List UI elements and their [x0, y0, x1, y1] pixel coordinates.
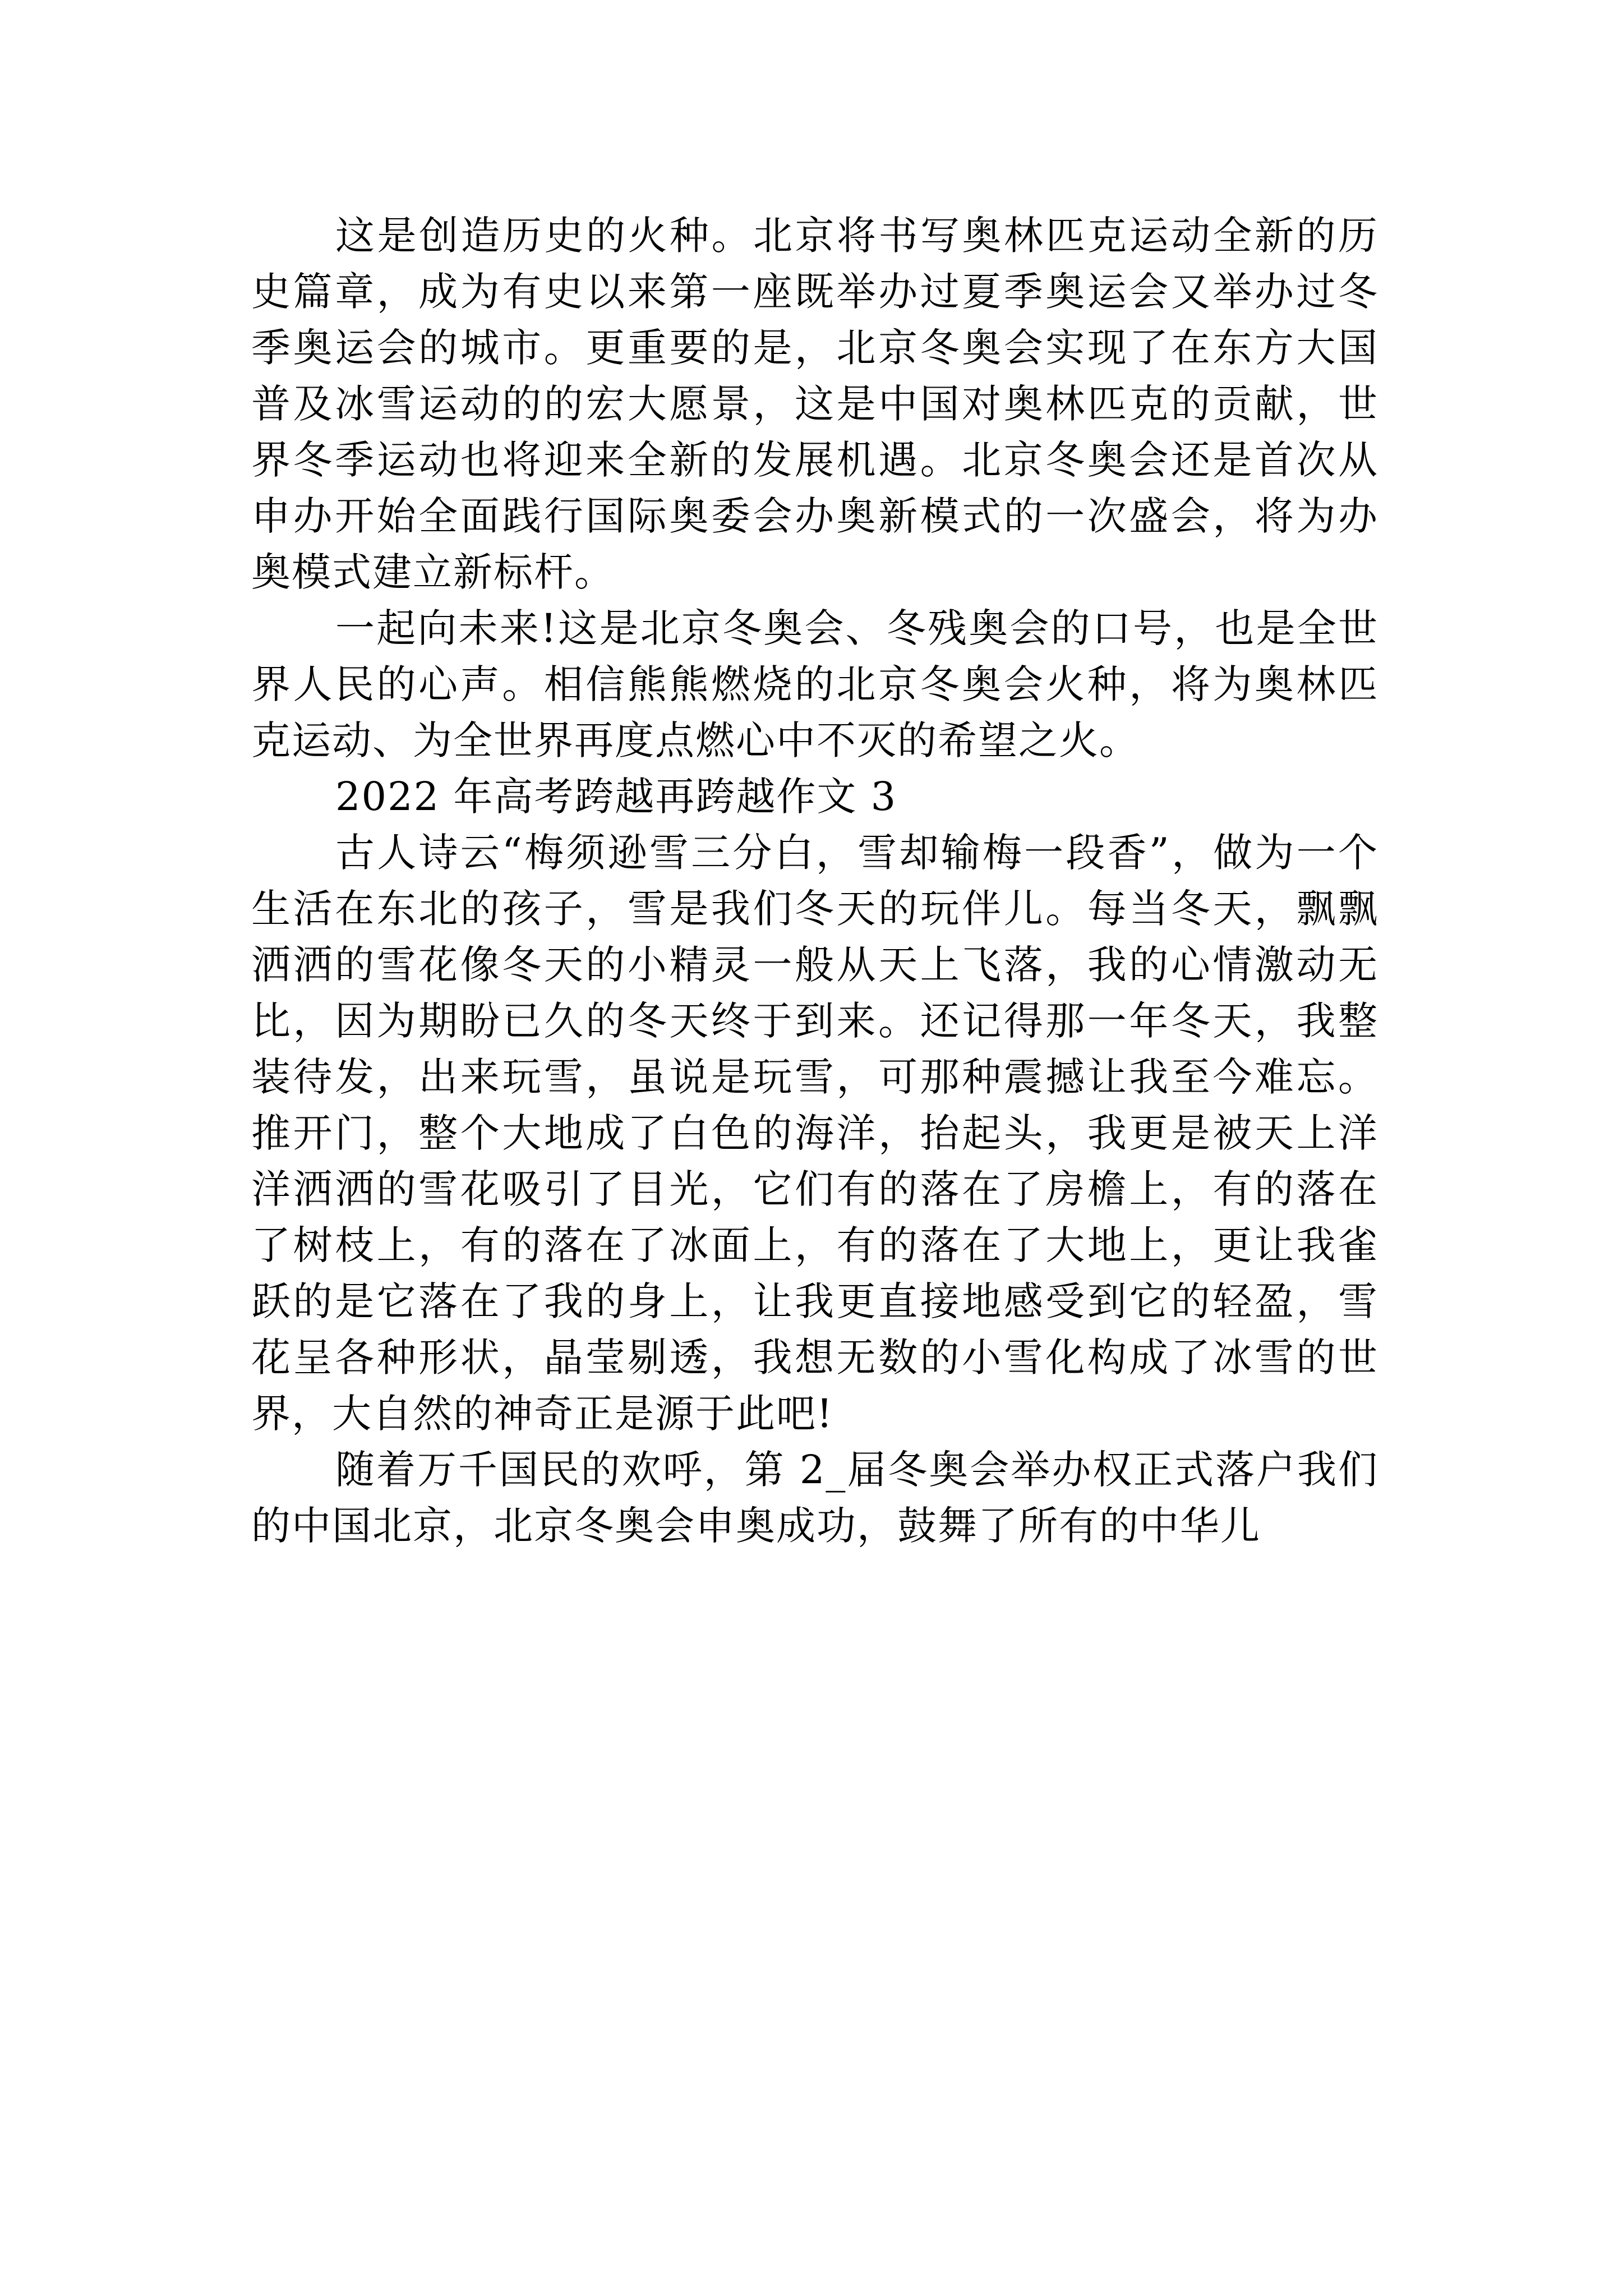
paragraph: 这是创造历史的火种。北京将书写奥林匹克运动全新的历史篇章，成为有史以来第一座既举办过夏季奥运会又举办过冬季奥运会的城市。更重要的是，北京冬奥会实现了在东方大国普及冰雪运动的的宏大愿景，这是中国对奥林匹克的贡献，世界冬季运动也将迎来全新的发展机遇。北京冬奥会还是首次从申办开始全面践行国际奥委会办奥新模式的一次盛会，将为办奥模式建立新标杆。 [251, 213, 1378, 595]
section-title: 2022 年高考跨越再跨越作文 3 [335, 774, 897, 820]
document-body [251, 208, 1378, 1554]
paragraph: 一起向未来!这是北京冬奥会、冬残奥会的口号，也是全世界人民的心声。相信熊熊燃烧的北京冬奥会火种，将为奥林匹克运动、为全世界再度点燃心中不灭的希望之火。 [251, 605, 1378, 763]
paragraph: 古人诗云“梅须逊雪三分白，雪却输梅一段香”，做为一个生活在东北的孩子，雪是我们冬天的玩伴儿。每当冬天，飘飘洒洒的雪花像冬天的小精灵一般从天上飞落，我的心情激动无比，因为期盼已久的冬天终于到来。还记得那一年冬天，我整装待发，出来玩雪，虽说是玩雪，可那种震撼让我至今难忘。推开门，整个大地成了白色的海洋，抬起头，我更是被天上洋洋洒洒的雪花吸引了目光，它们有的落在了房檐上，有的落在了树枝上，有的落在了冰面上，有的落在了大地上，更让我雀跃的是它落在了我的身上，让我更直接地感受到它的轻盈，雪花呈各种形状，晶莹剔透，我想无数的小雪化构成了冰雪的世界，大自然的神奇正是源于此吧! [251, 830, 1378, 1437]
paragraph: 随着万千国民的欢呼，第 2_届冬奥会举办权正式落户我们的中国北京，北京冬奥会申奥成功，鼓舞了所有的中华儿 [251, 1447, 1378, 1549]
